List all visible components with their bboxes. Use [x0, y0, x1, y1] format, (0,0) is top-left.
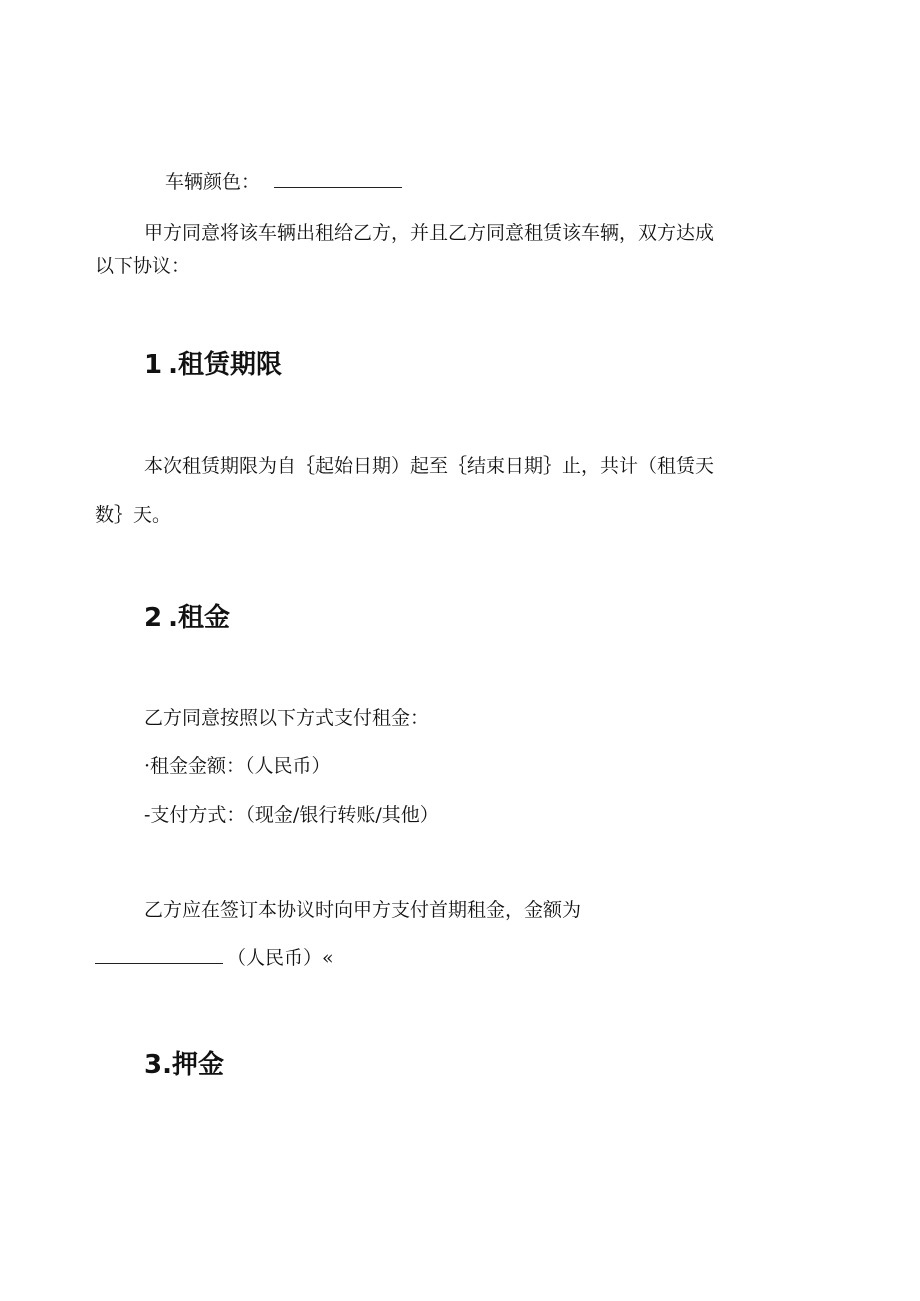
section-1-title: .租赁期限 — [168, 350, 282, 380]
vehicle-color-label: 车辆颜色： — [165, 171, 261, 193]
section-2-number: 2 — [144, 603, 163, 633]
section-2-title: .租金 — [168, 603, 230, 633]
first-payment-amount-blank — [95, 962, 223, 964]
section-2-intro: 乙方同意按照以下方式支付租金： — [144, 707, 430, 729]
section-2-item-method: -支付方式：（现金/银行转账/其他） — [144, 804, 439, 826]
section-2-heading — [144, 602, 230, 634]
section-2-item-amount: ·租金金额：（人民币） — [144, 755, 331, 777]
section-3-heading: 3.押金 — [144, 1050, 224, 1080]
vehicle-color-blank — [274, 186, 402, 188]
section-1-heading — [144, 349, 282, 381]
intro-line-1: 甲方同意将该车辆出租给乙方，并且乙方同意租赁该车辆，双方达成 — [144, 222, 715, 244]
section-1-para-line-2: 数｝天。 — [95, 504, 172, 526]
section-1-para-line-1: 本次租赁期限为自｛起始日期）起至｛结束日期｝止，共计（租赁天 — [144, 455, 715, 477]
section-1-number: 1 — [144, 350, 163, 380]
first-payment-currency: （人民币）« — [227, 947, 334, 969]
section-2-first-payment-line-1: 乙方应在签订本协议时向甲方支付首期租金，金额为 — [144, 899, 582, 921]
vehicle-color-line — [165, 170, 402, 194]
section-2-first-payment-line-2 — [95, 946, 334, 970]
intro-line-2: 以下协议： — [95, 255, 191, 277]
